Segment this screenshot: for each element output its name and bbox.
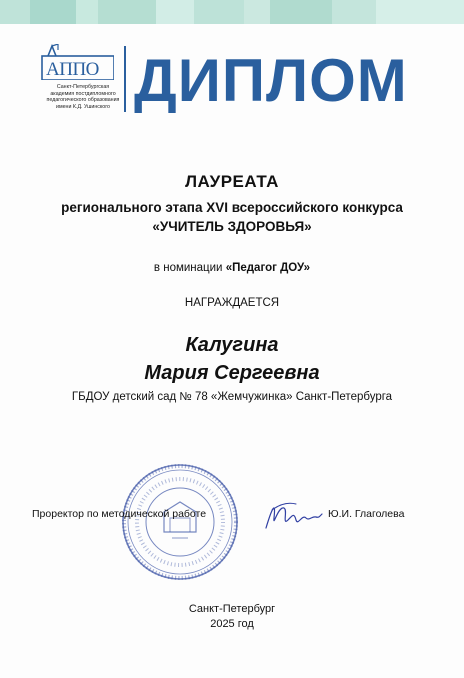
logo-caption-line: имени К.Д. Ушинского — [56, 103, 110, 110]
strip-segment — [244, 0, 270, 24]
recipient-surname: Калугина — [185, 334, 279, 356]
logo-emblem — [40, 44, 114, 80]
recipient-organization: ГБДОУ детский сад № 78 «Жемчужинка» Санкт-Петербурга — [71, 391, 393, 403]
strip-segment — [194, 0, 244, 24]
signatory-name: Ю.И. Глаголева — [328, 508, 405, 520]
logo-caption-line: педагогического образования — [46, 97, 120, 104]
strip-segment — [332, 0, 376, 24]
logo-caption — [40, 84, 126, 110]
strip-segment — [30, 0, 76, 24]
nomination-name: «Педагог ДОУ» — [225, 262, 311, 274]
contest-stage: регионального этапа XVI всероссийского конкурса — [61, 200, 403, 215]
nomination-prefix: в номинации — [153, 262, 223, 274]
strip-segment — [76, 0, 98, 24]
strip-segment — [0, 0, 30, 24]
recipient-given-names: Мария Сергеевна — [144, 362, 320, 384]
appo-logo — [40, 44, 128, 110]
round-seal-icon — [120, 462, 240, 582]
laureate-heading: ЛАУРЕАТА — [185, 172, 279, 191]
decorative-top-strip — [0, 0, 464, 24]
issue-place: Санкт-Петербург — [188, 603, 276, 615]
strip-segment — [270, 0, 332, 24]
nomination-line — [0, 262, 464, 274]
logo-caption-line: академия постдипломного — [50, 90, 116, 97]
logo-abbreviation: АППО — [46, 59, 99, 80]
issue-year: 2025 год — [210, 618, 254, 630]
logo-divider — [124, 46, 126, 112]
strip-segment — [98, 0, 156, 24]
diploma-title: ДИПЛОМ — [134, 47, 408, 114]
contest-name: «УЧИТЕЛЬ ЗДОРОВЬЯ» — [152, 219, 312, 234]
awarded-label: НАГРАЖДАЕТСЯ — [184, 297, 280, 309]
signature-icon — [262, 498, 324, 536]
strip-segment — [156, 0, 194, 24]
strip-segment — [376, 0, 464, 24]
logo-caption-line: Санкт-Петербургская — [56, 84, 110, 90]
signatory-role: Проректор по методической работе — [32, 508, 207, 520]
